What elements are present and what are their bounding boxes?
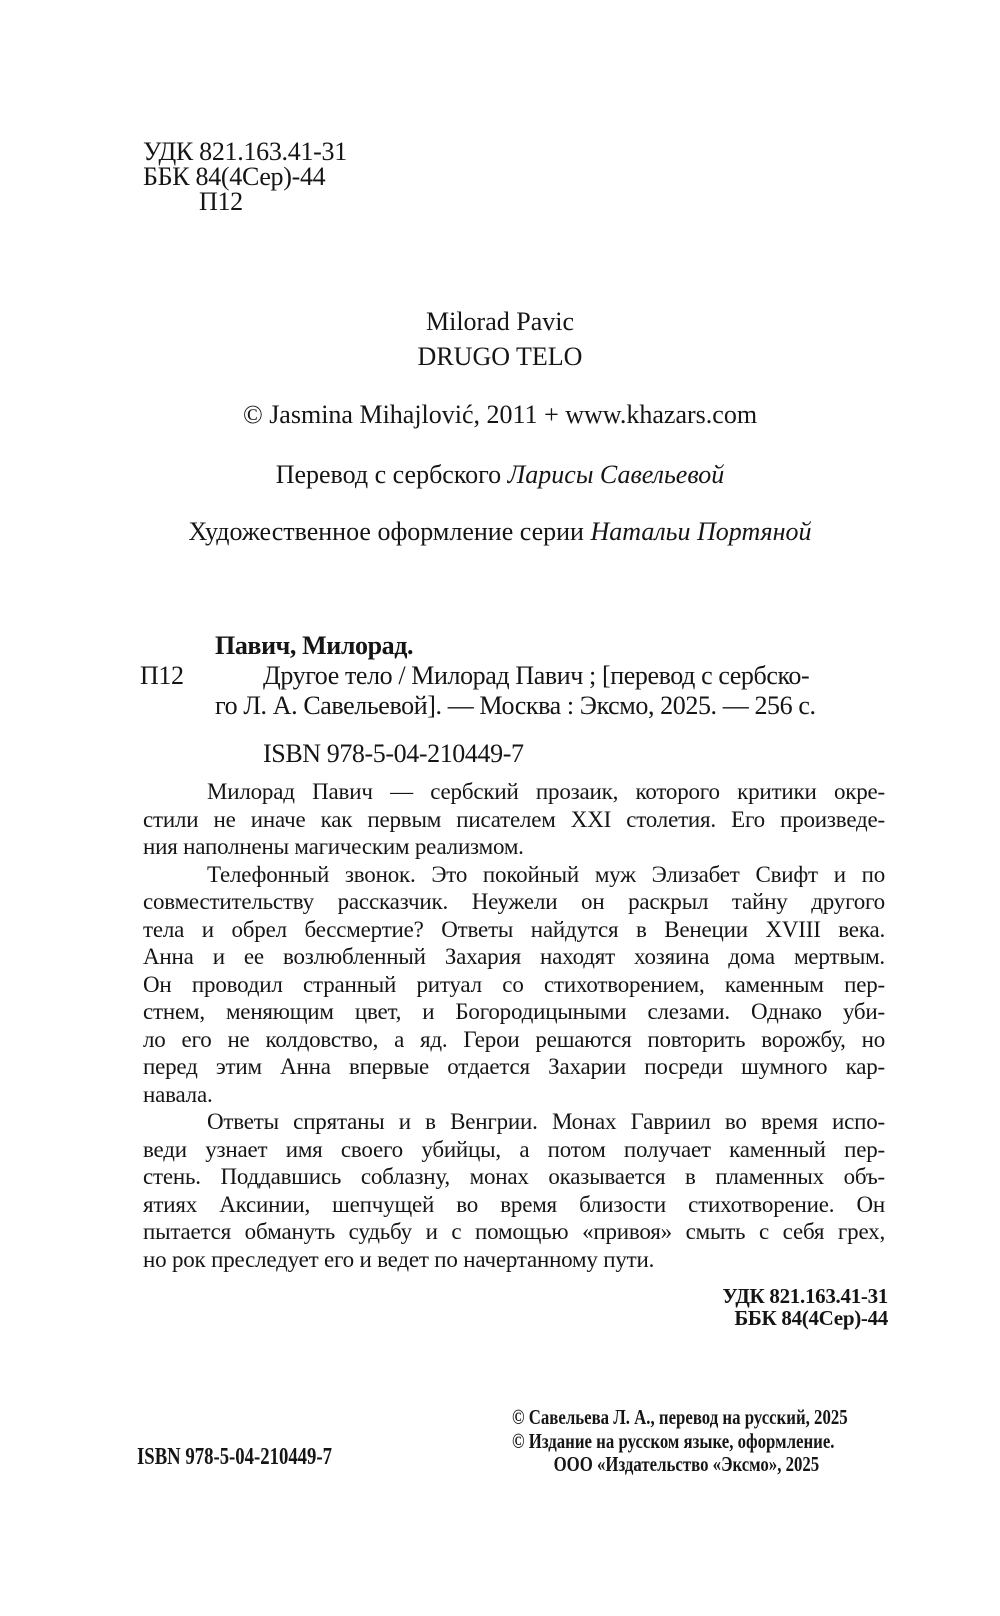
annotation-line: ло его не колдовство, а яд. Герои решаются повторить ворожбу, но xyxy=(143,1026,885,1052)
translation-credit-prefix: Перевод с сербского xyxy=(275,460,508,489)
annotation-line: Телефонный звонок. Это покойный муж Элизабет Свифт и по xyxy=(207,861,885,887)
design-credit xyxy=(0,517,1000,547)
design-credit-prefix: Художественное оформление серии xyxy=(188,517,591,546)
annotation-line: пытается обмануть судьбу и с помощью «привоя» смыть с себя грех, xyxy=(143,1219,885,1244)
designer-name: Натальи Портяной xyxy=(590,517,812,546)
annotation-paragraph xyxy=(143,861,885,1109)
annotation-line: стили не иначе как первым писателем XXI столетия. Его произведе- xyxy=(143,806,885,832)
annotation-line: но рок преследует его и ведет по начертанному пути. xyxy=(143,1246,655,1272)
bib-author-sign: П12 xyxy=(140,661,184,690)
original-author: Milorad Pavic xyxy=(425,307,575,336)
udc-code-bottom: УДК 821.163.41-31 xyxy=(722,1284,888,1308)
top-codes-block xyxy=(143,139,347,214)
annotation-paragraph xyxy=(143,778,885,861)
original-title: DRUGO TELO xyxy=(417,342,583,371)
author-sign: П12 xyxy=(199,187,243,216)
footer-isbn: ISBN 978-5-04-210449-7 xyxy=(137,1444,332,1470)
footer-copyright-line: © Издание на русском языке, оформление. xyxy=(512,1428,835,1453)
annotation-line: навала. xyxy=(143,1081,213,1107)
translator-name: Ларисы Савельевой xyxy=(507,460,725,489)
footer-copyright-block xyxy=(512,1406,848,1477)
bbk-code: ББК 84(4Сер)-44 xyxy=(143,162,326,191)
bib-heading: Павич, Милорад. xyxy=(215,631,414,660)
annotation-line: Анна и ее возлюбленный Захария находят хозяина дома мертвым. xyxy=(143,944,885,969)
annotation-line: тела и обрел бессмертие? Ответы найдутся в Венеции XVIII века. xyxy=(143,916,885,942)
bib-body xyxy=(215,631,883,769)
bib-isbn: ISBN 978-5-04-210449-7 xyxy=(263,739,524,768)
original-copyright: © Jasmina Mihajlović, 2011 + www.khazars.com xyxy=(242,400,758,429)
bib-entry-line: Другое тело / Милорад Павич ; [перевод с сербско- xyxy=(263,661,810,690)
annotation-line: веди узнает имя своего убийцы, а потом получает каменный пер- xyxy=(143,1136,885,1162)
footer-copyright-line: ООО «Издательство «Эксмо», 2025 xyxy=(553,1452,820,1476)
annotation-line: перед этим Анна впервые отдается Захарии посреди шумного кар- xyxy=(143,1054,885,1079)
udc-code: УДК 821.163.41-31 xyxy=(143,137,347,166)
bottom-codes-block xyxy=(722,1285,888,1329)
annotation-line: стень. Поддавшись соблазну, монах оказывается в пламенных объ- xyxy=(143,1164,885,1189)
annotation-paragraph xyxy=(143,1108,885,1273)
translation-credit xyxy=(0,460,1000,490)
annotation-line: Милорад Павич — сербский прозаик, которого критики окре- xyxy=(207,779,885,804)
bbk-code-bottom: ББК 84(4Сер)-44 xyxy=(734,1306,888,1330)
annotation-block xyxy=(143,778,885,1273)
annotation-line: совместительству рассказчик. Неужели он раскрыл тайну другого xyxy=(143,889,885,914)
annotation-line: Он проводил странный ритуал со стихотворением, каменным пер- xyxy=(143,971,885,997)
annotation-line: Ответы спрятаны и в Венгрии. Монах Гавриил во время испо- xyxy=(207,1109,885,1134)
annotation-line: стнем, меняющим цвет, и Богородицыными слезами. Однако уби- xyxy=(143,999,885,1024)
footer-copyright-line: © Савельева Л. А., перевод на русский, 2025 xyxy=(512,1405,848,1429)
bibliographic-record xyxy=(140,631,883,769)
annotation-line: ятиях Аксинии, шепчущей во время близости стихотворение. Он xyxy=(143,1191,885,1217)
bib-entry-line: го Л. А. Савельевой]. — Москва : Эксмо, 2025. — 256 с. xyxy=(215,691,816,720)
annotation-line: ния наполнены магическим реализмом. xyxy=(143,834,524,859)
